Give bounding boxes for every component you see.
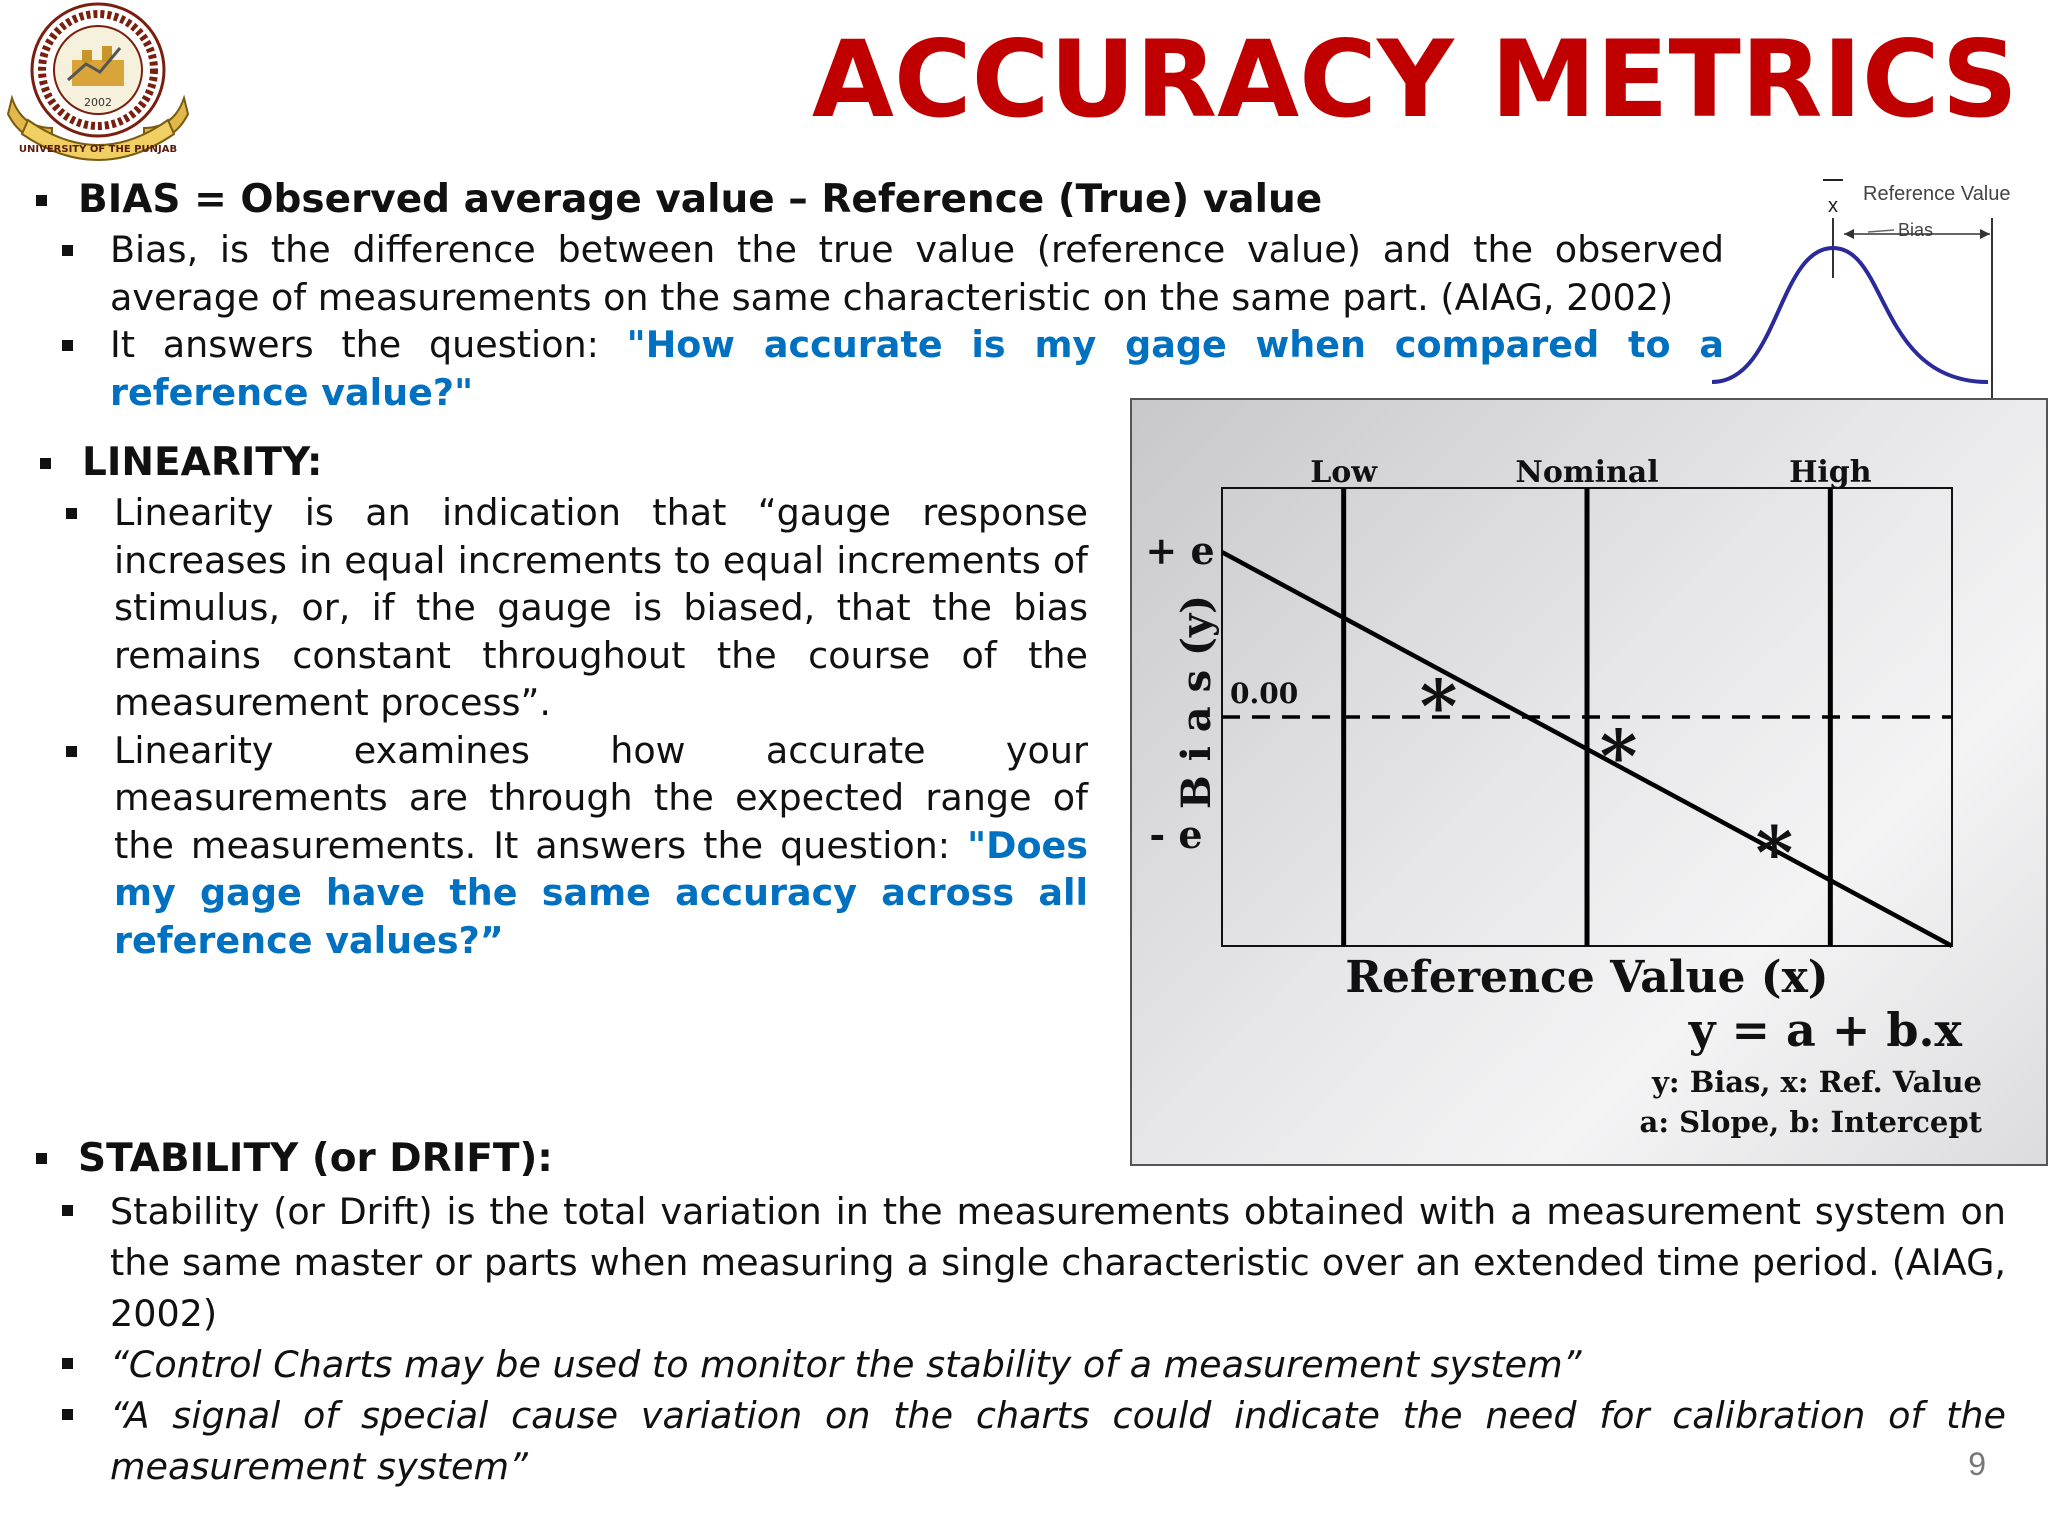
x-axis-label: Reference Value (x) <box>1345 952 1829 1003</box>
bullet-square-icon <box>36 195 47 206</box>
y-bottom-label: - e <box>1149 812 1203 857</box>
linearity-section <box>28 437 1088 964</box>
linearity-point-2-text: Linearity examines how accurate your measurements are through the expected range of the measurements. It answers the question: <box>114 728 1088 867</box>
stability-point-1-text: Stability (or Drift) is the total variation in the measurements obtained with a measurement system on the same master or parts when measuring a single characteristic over an extended time period. (AIAG, 2002) <box>110 1190 2006 1335</box>
bullet-square-icon <box>66 508 77 519</box>
stability-heading <box>24 1132 2006 1186</box>
category-label: Nominal <box>1515 455 1659 490</box>
data-point-asterisk: * <box>1419 663 1458 749</box>
linearity-chart-svg <box>1132 400 2048 1168</box>
bias-heading <box>24 174 1724 226</box>
stability-point-1 <box>24 1186 2006 1339</box>
bias-label: Bias <box>1898 220 1934 240</box>
data-point-asterisk: * <box>1755 809 1794 895</box>
reference-value-label: Reference Value <box>1863 183 2011 205</box>
bias-point-2-text: It answers the question: <box>110 323 627 366</box>
linearity-point-1-text: Linearity is an indication that “gauge response increases in equal increments to equal increments of stimulus, or, if the gauge is biased, that the bias remains constant throughout the course of the measurement process”. <box>114 491 1088 724</box>
linearity-chart <box>1130 398 2048 1166</box>
stability-point-2-text: “Control Charts may be used to monitor the stability of a measurement system” <box>110 1343 1582 1386</box>
bullet-square-icon <box>62 1358 73 1369</box>
bullet-square-icon <box>62 340 73 351</box>
xbar-label: x <box>1828 195 1838 217</box>
linearity-heading <box>28 437 1088 489</box>
category-label: Low <box>1310 455 1378 490</box>
logo-year: 2002 <box>84 96 112 109</box>
logo-ribbon-text: UNIVERSITY OF THE PUNJAB <box>18 144 178 155</box>
page-title: ACCURACY METRICS <box>811 18 2018 141</box>
stability-point-3 <box>24 1390 2006 1492</box>
linearity-point-2 <box>28 727 1088 965</box>
stability-point-2 <box>24 1339 2006 1390</box>
legend-note-2: a: Slope, b: Intercept <box>1639 1105 1982 1139</box>
linearity-point-1 <box>28 489 1088 727</box>
bias-section <box>24 174 1724 416</box>
data-point-asterisk: * <box>1599 713 1638 799</box>
linearity-heading-text: LINEARITY: <box>82 440 323 485</box>
bullet-square-icon <box>40 458 51 469</box>
bias-point-1-text: Bias, is the difference between the true value (reference value) and the observed average of measurements on the same characteristic on the same part. (AIAG, 2002) <box>110 228 1724 319</box>
y-axis-label: B i a s (y) <box>1173 594 1220 810</box>
bullet-square-icon <box>36 1153 47 1164</box>
equation-label: y = a + b.x <box>1688 1003 1962 1057</box>
bias-question: "How accurate is my gage when compared to a reference value?" <box>110 323 1724 414</box>
stability-heading-text: STABILITY (or DRIFT): <box>78 1136 553 1181</box>
y-top-label: + e <box>1145 528 1215 573</box>
legend-note-1: y: Bias, x: Ref. Value <box>1652 1065 1982 1099</box>
bullet-square-icon <box>62 1409 73 1420</box>
bias-point-1 <box>24 226 1724 321</box>
linearity-question: "Does my gage have the same accuracy across all reference values?” <box>114 823 1088 962</box>
page-number: 9 <box>1968 1446 1986 1482</box>
category-label: High <box>1789 455 1872 490</box>
stability-section <box>24 1132 2006 1492</box>
bias-distribution-figure <box>1708 168 2023 398</box>
bullet-square-icon <box>62 1205 73 1216</box>
bullet-square-icon <box>66 746 77 757</box>
zero-label: 0.00 <box>1230 677 1299 710</box>
stability-point-3-text: “A signal of special cause variation on the charts could indicate the need for calibration of the measurement system” <box>110 1394 2006 1488</box>
university-logo <box>2 2 208 170</box>
bullet-square-icon <box>62 245 73 256</box>
bias-heading-text: BIAS = Observed average value – Reference (True) value <box>78 177 1323 222</box>
